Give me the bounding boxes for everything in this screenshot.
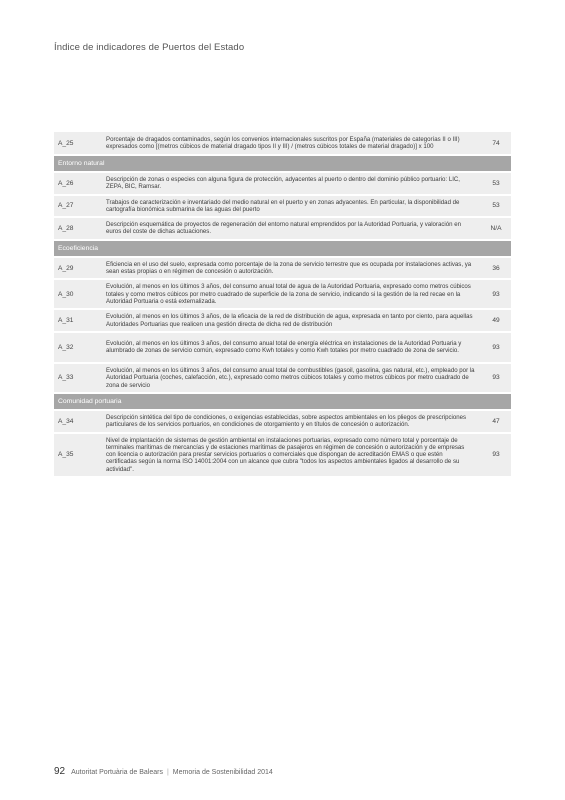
- indicator-row: [54, 333, 511, 362]
- indicator-row: [54, 310, 511, 331]
- indicator-table: [54, 132, 511, 478]
- indicator-page: 49: [492, 317, 500, 325]
- indicator-page: 53: [492, 202, 500, 210]
- indicator-row: [54, 280, 511, 308]
- indicator-page: 47: [492, 417, 500, 425]
- indicator-description: Evolución, al menos en los últimos 3 años, del consumo anual total de combustibles (gasoil, gasolina, gas natural, etc.), empleado por la Autoridad Portuaria (coches, calefacción, etc.), expresado como metros cúbicos totales y como metros cúbicos por metro cuadrado de zona de servicio: [106, 367, 475, 389]
- indicator-description: Evolución, al menos en los últimos 3 años, del consumo anual total de energía eléctrica en instalaciones de la Autoridad Portuaria y alumbrado de zonas de servicio común, expresado como Kwh totales y como Kwh totales por metro cuadrado de zona de servicio.: [106, 340, 462, 355]
- indicator-code: A_35: [58, 451, 74, 459]
- indicator-row: [54, 411, 511, 432]
- indicator-description: Trabajos de caracterización e inventariado del medio natural en el puerto y en zonas adyacentes. En particular, la disponibilidad de cartografía bionómica submarina de las aguas del puerto: [106, 198, 460, 213]
- indicator-code: A_31: [58, 317, 74, 325]
- indicator-row: [54, 196, 511, 217]
- indicator-row: [54, 218, 511, 239]
- indicator-page: 36: [492, 264, 500, 272]
- page-footer: [54, 766, 273, 777]
- indicator-description: Descripción sintética del tipo de condiciones, o exigencias establecidas, sobre aspectos ambientales en los pliegos de prescripciones particulares de los servicios portuarios, en condiciones de otorgamiento y en títulos de concesión o autorización.: [106, 413, 467, 429]
- section-header: Ecoeficiencia: [54, 241, 511, 256]
- indicator-page: 93: [492, 290, 500, 298]
- indicator-code: A_27: [58, 202, 74, 210]
- indicator-description: Descripción de zonas o especies con alguna figura de protección, adyacentes al puerto o dentro del dominio público portuario: LIC, ZEPA, BIC, Ramsar.: [106, 176, 460, 191]
- footer-page-number: 92: [54, 766, 66, 777]
- footer-report-title: Memoria de Sostenibilidad 2014: [172, 769, 273, 776]
- indicator-page: N/A: [490, 224, 502, 232]
- indicator-description: Nivel de implantación de sistemas de gestión ambiental en instalaciones portuarias, expresado como número total y porcentaje de terminales marítimas de mercancías y de estaciones marítimas de pasajeros en régimen de concesión o autorización y de empresas con licencia o autorización para prestar servicios portuarios o comerciales que dispongan de acreditación EMAS o que estén certificadas según la norma ISO 14001:2004 con un alcance que cubra "todos los aspectos ambientales ligados al desarrollo de su actividad".: [106, 436, 465, 473]
- indicator-row: [54, 258, 511, 279]
- indicator-page: 74: [492, 139, 500, 147]
- indicator-description: Descripción esquemática de proyectos de regeneración del entorno natural emprendidos por la Autoridad Portuaria, y valoración en euros del coste de dichas actuaciones.: [106, 221, 462, 236]
- footer-separator: |: [166, 769, 169, 776]
- indicator-code: A_26: [58, 179, 74, 187]
- indicator-page: 93: [492, 451, 500, 459]
- indicator-row: [54, 434, 511, 476]
- indicator-description: Evolución, al menos en los últimos 3 años, del consumo anual total de agua de la Autoridad Portuaria, expresado como metros cúbicos totales y como metros cúbicos por metro cuadrado de superficie de la zona de servicio, indicando si la gestión de la red recae en la Autoridad Portuaria o está externalizada.: [106, 283, 471, 306]
- indicator-page: 53: [492, 179, 500, 187]
- indicator-row: [54, 173, 511, 194]
- indicator-row: [54, 132, 511, 154]
- indicator-page: 93: [492, 374, 500, 382]
- indicator-code: A_29: [58, 264, 74, 272]
- indicator-code: A_34: [58, 417, 74, 425]
- indicator-row: [54, 364, 511, 392]
- section-header: Comunidad portuaria: [54, 394, 511, 409]
- indicator-code: A_25: [58, 139, 74, 147]
- indicator-code: A_30: [58, 290, 74, 298]
- footer-organization: Autoritat Portuària de Balears: [71, 769, 163, 776]
- indicator-code: A_33: [58, 374, 74, 382]
- indicator-code: A_32: [58, 343, 74, 351]
- indicator-page: 93: [492, 343, 500, 351]
- indicator-description: Evolución, al menos en los últimos 3 años, de la eficacia de la red de distribución de agua, expresada en tanto por ciento, para aquellas Autoridades Portuarias que realicen una gestión directa de dicha red de distribución: [106, 313, 473, 328]
- section-header: Entorno natural: [54, 156, 511, 171]
- page-title: Índice de indicadores de Puertos del Estado: [54, 42, 245, 53]
- indicator-description: Eficiencia en el uso del suelo, expresada como porcentaje de la zona de servicio terrestre que es ocupada por instalaciones activas, ya sean estas propias o en régimen de concesión o autorización.: [106, 260, 472, 276]
- indicator-description: Porcentaje de dragados contaminados, según los convenios internacionales suscritos por España (materiales de categorías II o III) expresados como [(metros cúbicos de material dragado tipos II y III) / (metros cúbicos totales de material dragado)] x 100: [106, 135, 460, 150]
- indicator-code: A_28: [58, 224, 74, 232]
